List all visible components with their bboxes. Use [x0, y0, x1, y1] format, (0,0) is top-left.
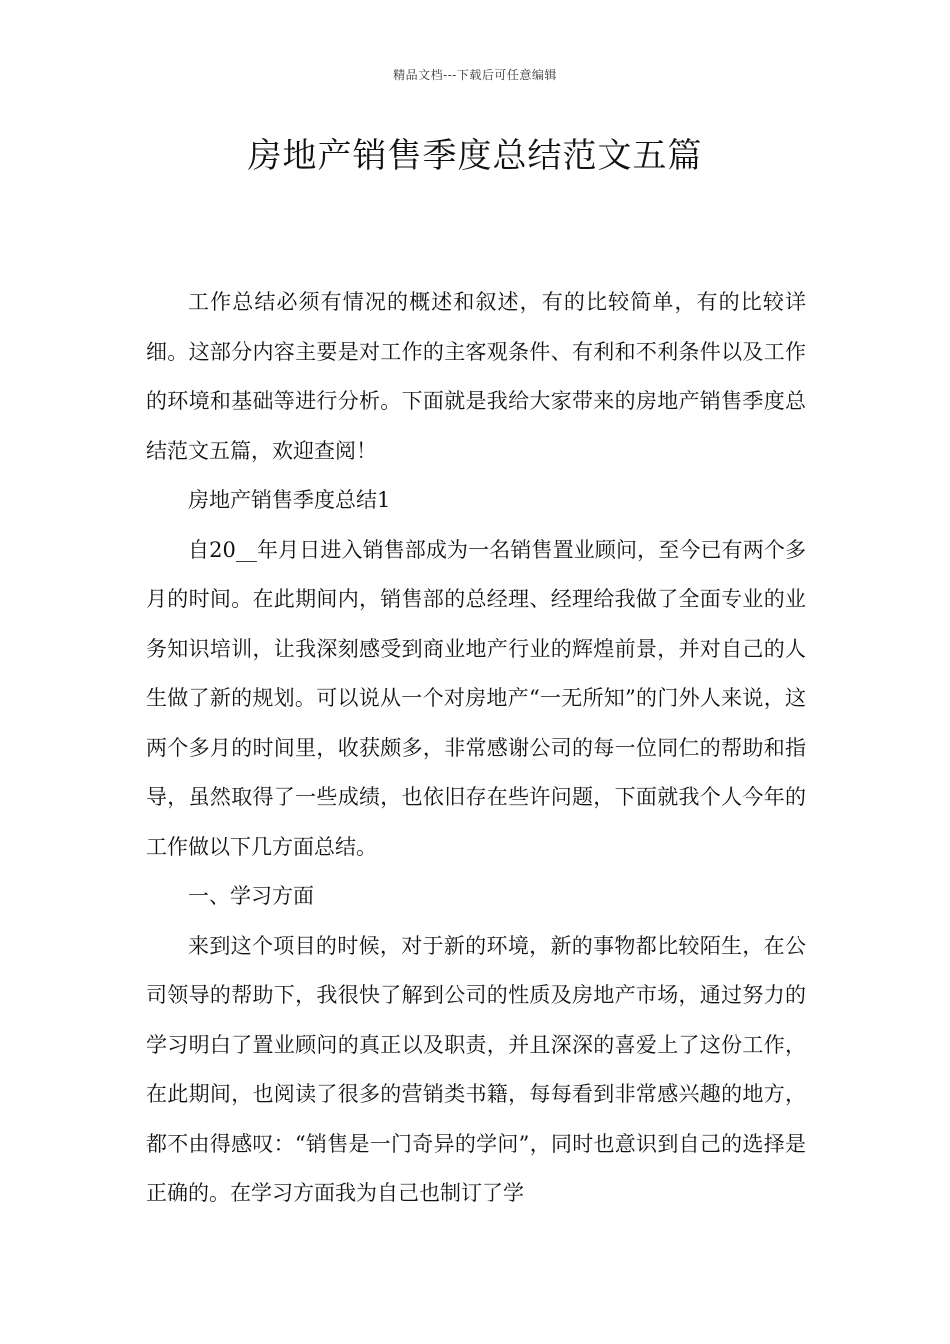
body-paragraph: 自20__年月日进入销售部成为一名销售置业顾问，至今已有两个多月的时间。在此期间内，销售部的总经理、经理给我做了全面专业的业务知识培训，让我深刻感受到商业地产行业的辉煌前景，并对自己的人生做了新的规划。可以说从一个对房地产“一无所知”的门外人来说，这两个多月的时间里，收获颇多，非常感谢公司的每一位同仁的帮助和指导，虽然取得了一些成绩，也依旧存在些许问题，下面就我个人今年的工作做以下几方面总结。 [146, 537, 806, 859]
document-body [146, 278, 806, 1219]
header-note: 精品文档---下载后可任意编辑 [393, 68, 557, 82]
body-paragraph: 来到这个项目的时候，对于新的环境，新的事物都比较陌生，在公司领导的帮助下，我很快了解到公司的性质及房地产市场，通过努力的学习明白了置业顾问的真正以及职责，并且深深的喜爱上了这份工作，在此期间，也阅读了很多的营销类书籍，每每看到非常感兴趣的地方，都不由得感叹：“销售是一门奇异的学问”，同时也意识到自己的选择是正确的。在学习方面我为自己也制订了学 [146, 933, 806, 1205]
intro-paragraph: 工作总结必须有情况的概述和叙述，有的比较简单，有的比较详细。这部分内容主要是对工作的主客观条件、有利和不利条件以及工作的环境和基础等进行分析。下面就是我给大家带来的房地产销售季度总结范文五篇，欢迎查阅！ [146, 290, 806, 463]
document-title: 房地产销售季度总结范文五篇 [247, 136, 703, 176]
section-heading-1: 房地产销售季度总结1 [188, 488, 391, 512]
subsection-heading-study: 一、学习方面 [188, 884, 314, 908]
